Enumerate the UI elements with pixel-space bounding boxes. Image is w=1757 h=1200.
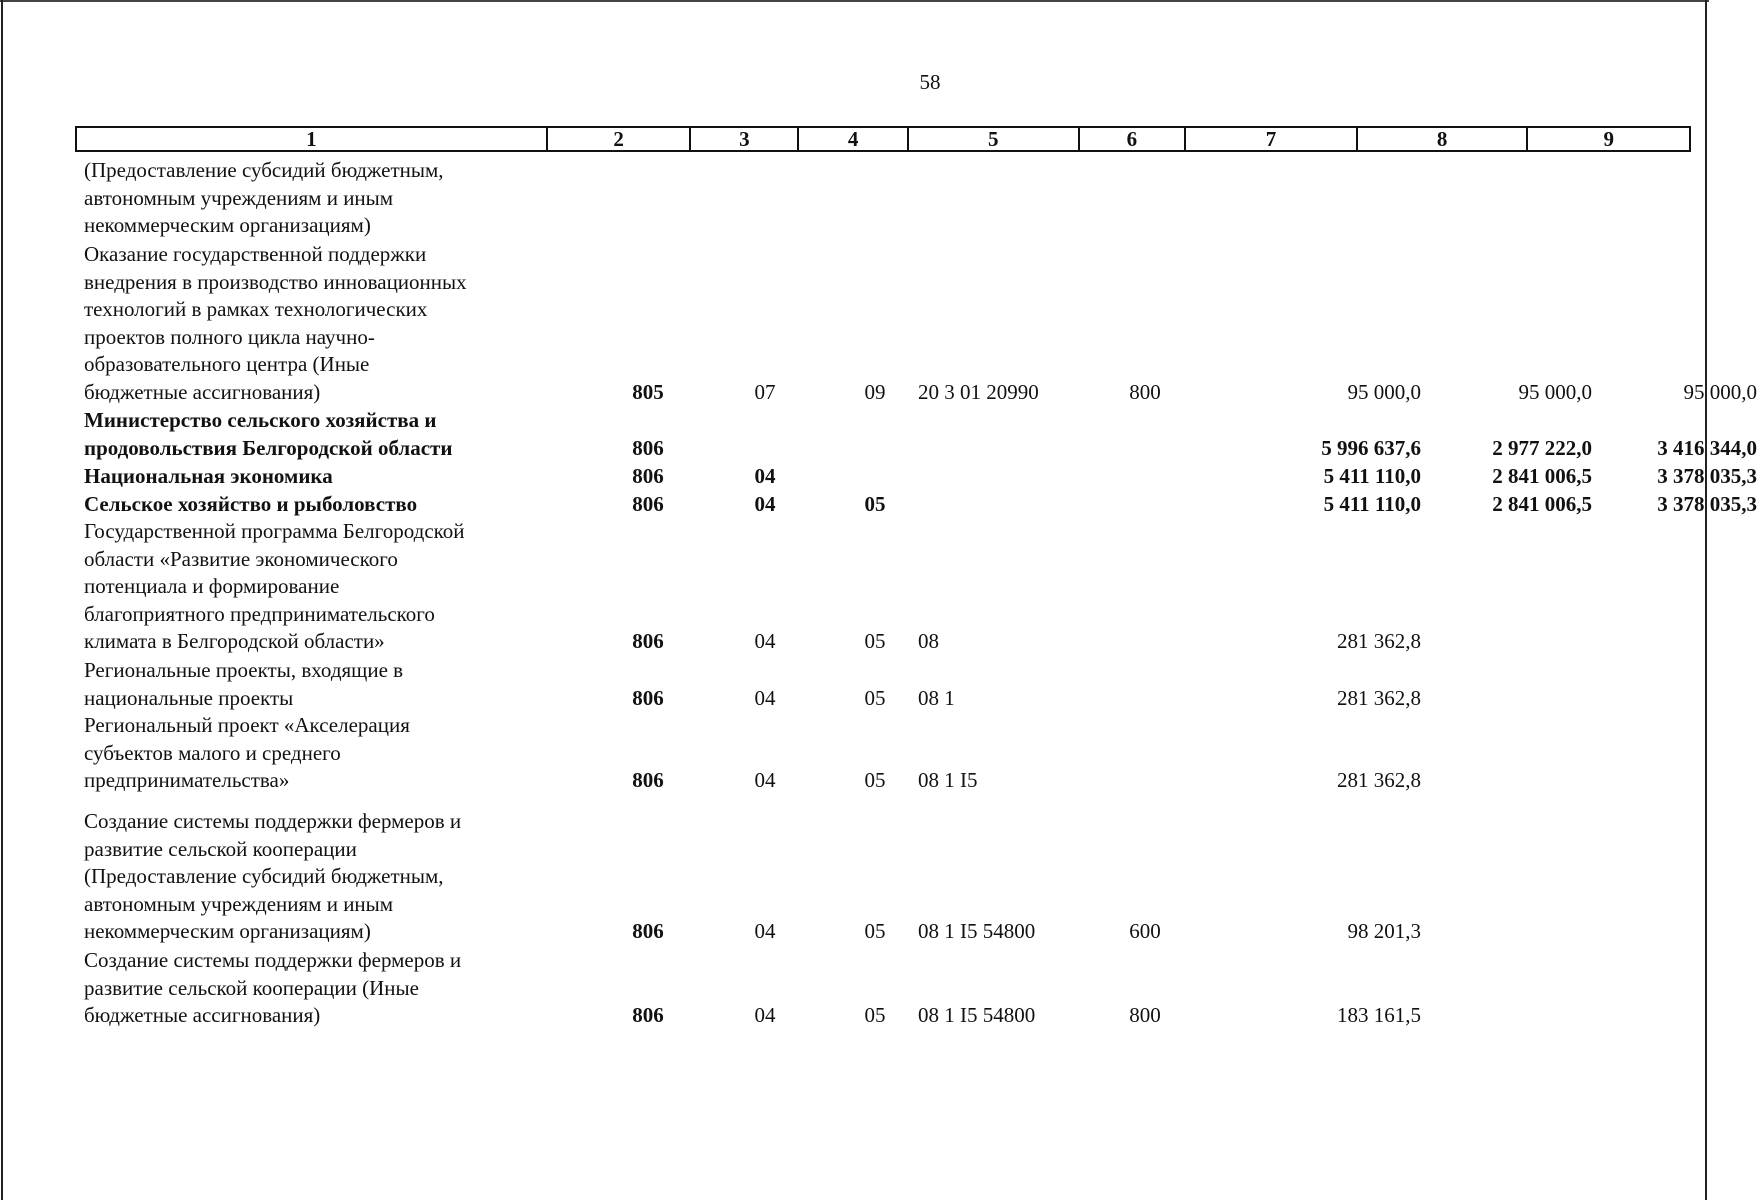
cell-col-9: 95 000,0 [1683, 380, 1757, 404]
cell-col-2: 806 [632, 685, 664, 710]
table-row [75, 157, 1691, 240]
row-description-line: развитие сельской кооперации [84, 836, 357, 861]
cell-col-7: 95 000,0 [1347, 380, 1421, 404]
cell-col-2: 806 [632, 629, 664, 654]
cell-col-5: 08 1 I5 54800 [918, 919, 1036, 944]
cell-col-3: 07 [754, 380, 776, 404]
cell-col-7: 183 161,5 [1337, 1003, 1421, 1028]
cell-col-7: 5 411 110,0 [1323, 492, 1421, 516]
row-description-line: технологий в рамках технологических [84, 297, 428, 322]
row-description-line: некоммерческим организациям) [84, 919, 371, 944]
cell-col-5: 08 1 [918, 685, 955, 710]
cell-col-8: 2 841 006,5 [1492, 492, 1592, 516]
cell-col-5: 08 1 I5 54800 [918, 1003, 1036, 1028]
row-description-line: образовательного центра (Иные [84, 352, 370, 377]
cell-col-5: 20 3 01 20990 [918, 380, 1039, 404]
cell-col-4: 05 [864, 768, 886, 793]
table-row [75, 657, 1691, 712]
header-col-3: 3 [691, 128, 799, 150]
cell-col-3: 04 [754, 492, 776, 516]
cell-col-6: 600 [1129, 919, 1161, 944]
table-row [75, 463, 1757, 491]
cell-col-7: 281 362,8 [1337, 768, 1421, 793]
cell-col-4: 05 [864, 685, 886, 710]
row-description-line: автономным учреждениям и иным [84, 185, 394, 210]
page-right-border [1705, 0, 1707, 1200]
cell-col-4: 09 [864, 380, 886, 404]
table-row [75, 808, 1691, 946]
cell-col-6: 800 [1129, 1003, 1161, 1028]
row-description-line: национальные проекты [84, 685, 294, 710]
table-row [75, 712, 1691, 795]
cell-col-5: 08 [918, 629, 939, 654]
row-description-line: Сельское хозяйство и рыболовство [84, 492, 418, 516]
cell-col-7: 281 362,8 [1337, 685, 1421, 710]
row-description-line: предпринимательства» [84, 768, 290, 793]
row-description-line: Региональные проекты, входящие в [84, 658, 404, 682]
cell-col-4: 05 [864, 919, 886, 944]
row-description-line: проектов полного цикла научно- [84, 324, 375, 349]
page-left-border [1, 0, 3, 1200]
header-col-7: 7 [1186, 128, 1358, 150]
cell-col-7: 281 362,8 [1337, 629, 1421, 654]
row-description-line: продовольствия Белгородской области [84, 435, 453, 460]
cell-col-7: 98 201,3 [1347, 919, 1421, 944]
row-description-line: (Предоставление субсидий бюджетным, [84, 864, 444, 889]
row-description-line: внедрения в производство инновационных [84, 269, 467, 294]
row-description-line: бюджетные ассигнования) [84, 380, 321, 404]
row-description-line: бюджетные ассигнования) [84, 1003, 321, 1028]
table-row [75, 241, 1757, 407]
table-header [75, 126, 1691, 152]
table-row [75, 491, 1757, 519]
cell-col-2: 806 [632, 435, 664, 460]
cell-col-2: 806 [632, 768, 664, 793]
cell-col-8: 95 000,0 [1518, 380, 1592, 404]
cell-col-7: 5 411 110,0 [1323, 464, 1421, 488]
row-description-line: климата в Белгородской области» [84, 629, 385, 654]
cell-col-8: 2 841 006,5 [1492, 464, 1592, 488]
cell-col-7: 5 996 637,6 [1321, 435, 1421, 460]
cell-col-9: 3 378 035,3 [1657, 492, 1757, 516]
row-description-line: благоприятного предпринимательского [84, 601, 435, 626]
row-description-line: Национальная экономика [84, 464, 333, 488]
cell-col-2: 806 [632, 919, 664, 944]
row-description-line: некоммерческим организациям) [84, 213, 371, 238]
page-top-border [0, 0, 1709, 2]
row-description-line: развитие сельской кооперации (Иные [84, 975, 419, 1000]
row-description-line: (Предоставление субсидий бюджетным, [84, 158, 444, 182]
row-description-line: автономным учреждениям и иным [84, 891, 394, 916]
table-row [75, 947, 1691, 1030]
row-description-line: Государственной программа Белгородской [84, 519, 465, 543]
row-description-line: Министерство сельского хозяйства и [84, 408, 437, 432]
header-col-8: 8 [1358, 128, 1529, 150]
cell-col-9: 3 378 035,3 [1657, 464, 1757, 488]
page-number: 58 [919, 70, 941, 94]
row-description-line: Создание системы поддержки фермеров и [84, 809, 462, 833]
cell-col-9: 3 416 344,0 [1657, 435, 1757, 460]
cell-col-2: 806 [632, 492, 664, 516]
row-description-line: Создание системы поддержки фермеров и [84, 948, 462, 972]
cell-col-8: 2 977 222,0 [1492, 435, 1592, 460]
cell-col-3: 04 [754, 685, 776, 710]
table-row [75, 518, 1691, 656]
header-col-1: 1 [77, 128, 548, 150]
row-description-line: области «Развитие экономического [84, 546, 398, 571]
row-description-line: потенциала и формирование [84, 574, 340, 599]
cell-col-3: 04 [754, 1003, 776, 1028]
cell-col-4: 05 [864, 629, 886, 654]
cell-col-2: 806 [632, 1003, 664, 1028]
cell-col-4: 05 [864, 1003, 886, 1028]
row-description-line: Региональный проект «Акселерация [84, 713, 410, 737]
cell-col-3: 04 [754, 919, 776, 944]
cell-col-6: 800 [1129, 380, 1161, 404]
row-description-line: субъектов малого и среднего [84, 740, 341, 765]
cell-col-3: 04 [754, 768, 776, 793]
cell-col-4: 05 [864, 492, 886, 516]
header-col-2: 2 [548, 128, 692, 150]
header-col-4: 4 [799, 128, 909, 150]
cell-col-2: 805 [632, 380, 664, 404]
cell-col-5: 08 1 I5 [918, 768, 978, 793]
header-col-9: 9 [1603, 127, 1614, 151]
row-description-line: Оказание государственной поддержки [84, 242, 427, 266]
cell-col-2: 806 [632, 464, 664, 488]
table-row [75, 407, 1757, 462]
header-col-5: 5 [909, 128, 1080, 150]
header-col-6: 6 [1080, 128, 1187, 150]
cell-col-3: 04 [754, 464, 776, 488]
cell-col-3: 04 [754, 629, 776, 654]
